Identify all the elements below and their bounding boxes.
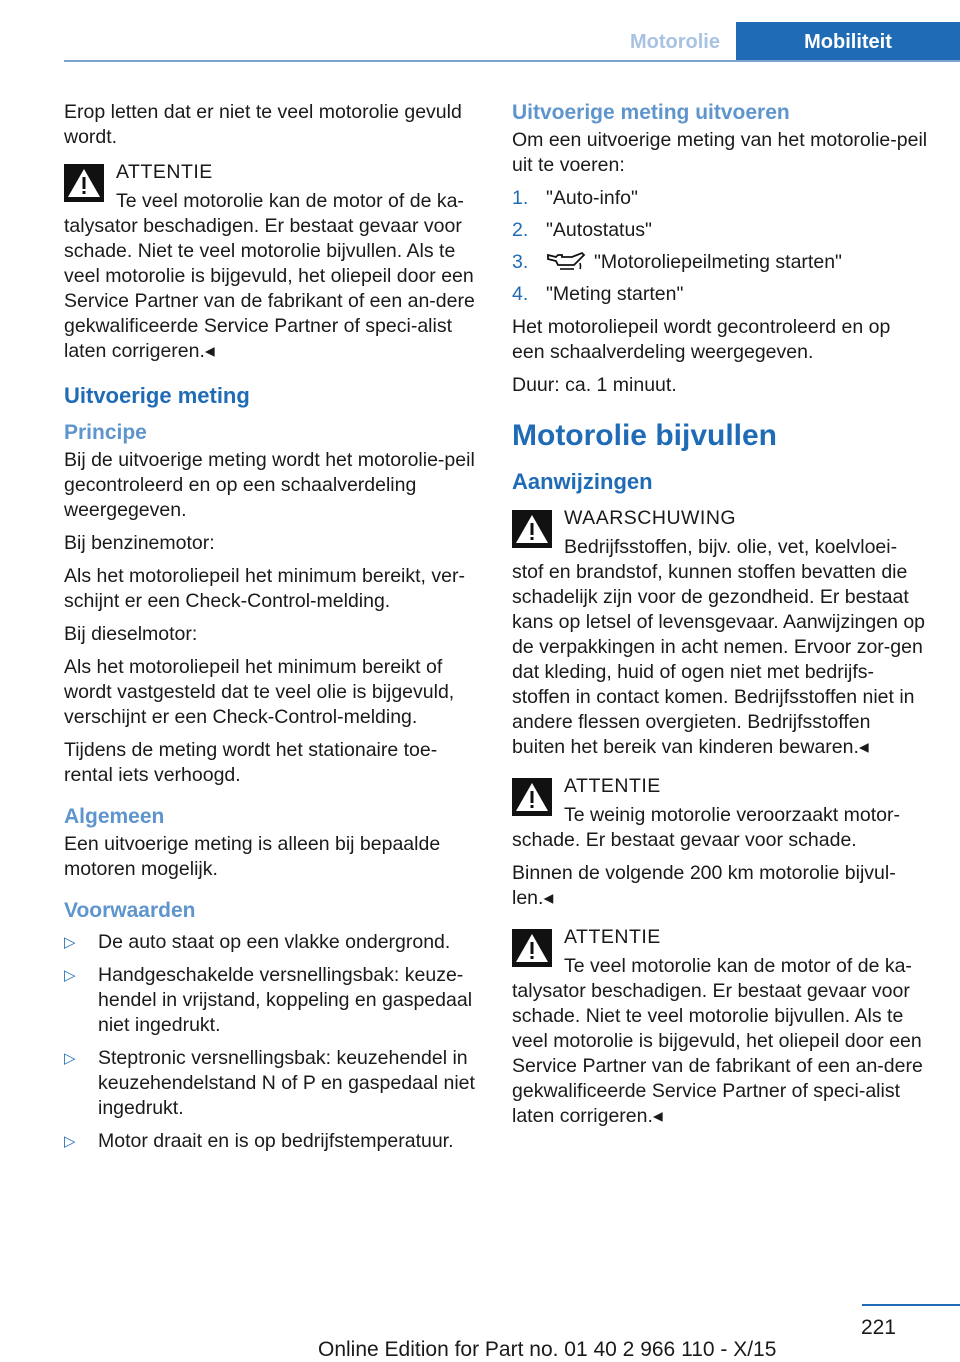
warning-text-rest: schade. Er bestaat gevaar voor schade. [512,829,857,851]
heading-voorwaarden: Voorwaarden [64,899,196,922]
warning-text-first: Te veel motorolie kan de motor of de ka- [116,190,464,212]
principe-paragraph-4: Bij dieselmotor: [64,623,198,645]
warning-triangle-icon [512,510,552,548]
principe-paragraph-2: Bij benzinemotor: [64,532,215,554]
warning-text-first: Te weinig motorolie veroorzaakt motor- [564,804,900,826]
warning-text-first: Bedrijfsstoffen, bijv. olie, vet, koelvloei- [564,536,898,558]
uitvoeren-paragraph-1: Om een uitvoerige meting van het motorolie-peil uit te voeren: [512,129,928,176]
list-item: ▷ Handgeschakelde versnellingsbak: keuze-hendel in vrijstand, koppeling en gaspedaal niet ingedrukt. [64,964,473,1036]
warning-block-attentie-weinig [512,774,928,911]
heading-motorolie-bijvullen: Motorolie bijvullen [512,419,778,452]
list-item: 1. "Auto-info" [512,187,638,209]
bullet-triangle-icon: ▷ [64,967,76,984]
left-column [64,100,482,1162]
list-item: ▷ Steptronic versnellingsbak: keuzehendel in keuzehendelstand N of P en gaspedaal niet ingedrukt. [64,1047,475,1119]
page-footer [0,1304,960,1362]
heading-uitvoerige-meting-uitvoeren: Uitvoerige meting uitvoeren [512,101,790,124]
page-number: 221 [860,1316,896,1339]
warning-text-rest: talysator beschadigen. Er bestaat gevaar voor schade. Niet te veel motorolie bijvullen. Als te veel motorolie is bijgevuld, het oliepeil door een Service Partner van de fabrikant of een an-dere gekwalificeerde Service Partner of speci-alist laten corrigeren.◂ [64,215,475,362]
warning-block-attentie [64,160,482,364]
edition-text: Online Edition for Part no. 01 40 2 966 110 - X/15 [318,1338,777,1361]
principe-paragraph-6: Tijdens de meting wordt het stationaire toe-rental iets verhoogd. [64,739,438,786]
warning-label: ATTENTIE [564,775,661,797]
voorwaarden-list [64,930,482,1154]
section-tab-motorolie[interactable]: Motorolie [630,31,720,53]
intro-paragraph: Erop letten dat er niet te veel motorolie gevuld wordt. [64,101,462,148]
warning-label: WAARSCHUWING [564,507,737,529]
chapter-tab-mobiliteit[interactable]: Mobiliteit [736,22,960,62]
warning-text-rest: talysator beschadigen. Er bestaat gevaar voor schade. Niet te veel motorolie bijvullen. Als te veel motorolie is bijgevuld, het oliepeil door een Service Partner van de fabrikant of een an-dere gekwalificeerde Service Partner of speci-alist laten corrigeren.◂ [512,980,923,1127]
warning-text-rest: stof en brandstof, kunnen stoffen bevatten die schadelijk zijn voor de gezondheid. Er bestaat kans op letsel of levensgevaar. Aanwijzingen op de verpakkingen in acht nemen. Ervoor zor-gen dat kleding, huid of ogen niet met bedrijfs-stoffen in contact komen. Bedrijfsstoffen niet in andere flessen overgieten. Bedrijfsstoffen buiten het bereik van kinderen bewaren.◂ [512,561,926,758]
list-item: 3. "Motoroliepeilmeting starten" [512,251,842,273]
warning-block-waarschuwing [512,506,928,760]
warning-triangle-icon [512,929,552,967]
heading-principe: Principe [64,421,147,444]
list-item: 4. "Meting starten" [512,283,684,305]
steps-list [512,186,928,307]
header-rule [64,60,960,62]
right-column [512,100,928,1143]
uitvoeren-paragraph-2: Het motoroliepeil wordt gecontroleerd en op een schaalverdeling weergegeven. [512,316,891,363]
warning-triangle-icon [512,778,552,816]
bullet-triangle-icon: ▷ [64,1133,76,1150]
heading-uitvoerige-meting: Uitvoerige meting [64,383,250,408]
principe-paragraph-1: Bij de uitvoerige meting wordt het motorolie-peil gecontroleerd en op een schaalverdeling weergegeven. [64,449,475,521]
warning-text-first: Te veel motorolie kan de motor of de ka- [564,955,912,977]
warning-text-extra: Binnen de volgende 200 km motorolie bijvul-len.◂ [512,862,896,909]
principe-paragraph-3: Als het motoroliepeil het minimum bereikt, ver-schijnt er een Check-Control-melding. [64,565,465,612]
list-item: ▷ De auto staat op een vlakke ondergrond. [64,931,451,953]
warning-label: ATTENTIE [564,926,661,948]
list-item: 2. "Autostatus" [512,219,652,241]
uitvoeren-paragraph-3: Duur: ca. 1 minuut. [512,374,677,396]
list-item: ▷ Motor draait en is op bedrijfstemperatuur. [64,1130,454,1152]
algemeen-paragraph: Een uitvoerige meting is alleen bij bepaalde motoren mogelijk. [64,833,441,880]
warning-block-attentie-veel [512,925,928,1129]
principe-paragraph-5: Als het motoroliepeil het minimum bereikt of wordt vastgesteld dat te veel olie is bijgevuld, verschijnt er een Check-Control-melding. [64,656,455,728]
bullet-triangle-icon: ▷ [64,934,76,951]
footer-rule [862,1304,960,1306]
page-header [0,0,960,62]
heading-algemeen: Algemeen [64,805,165,828]
warning-label: ATTENTIE [116,161,213,183]
heading-aanwijzingen: Aanwijzingen [512,469,653,494]
bullet-triangle-icon: ▷ [64,1050,76,1067]
oil-can-icon [546,251,586,271]
warning-triangle-icon [64,164,104,202]
